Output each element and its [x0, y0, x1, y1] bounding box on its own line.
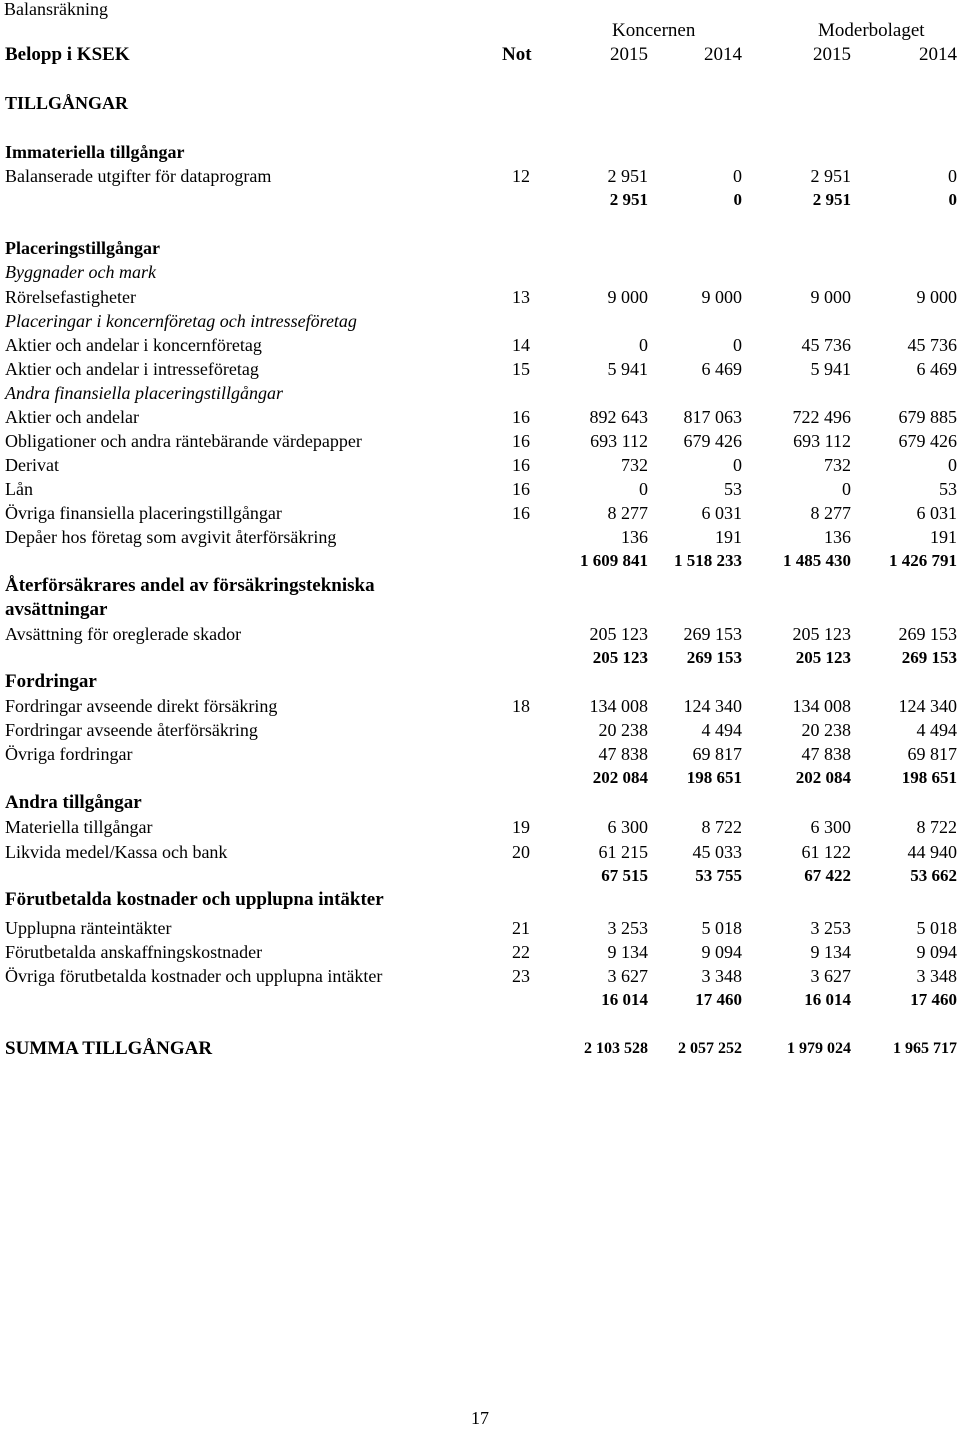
- koncern-2014-value: 679 426: [683, 431, 742, 451]
- row-note: 16: [512, 479, 530, 499]
- row-note: 22: [512, 942, 530, 962]
- row-note: 19: [512, 817, 530, 837]
- amount-unit-label: Belopp i KSEK: [5, 44, 130, 65]
- moder-2014-value: 9 094: [916, 942, 957, 962]
- moder-2014-value: 53: [939, 479, 957, 499]
- row-label: Materiella tillgångar: [5, 817, 153, 837]
- koncern-2014-value: 45 033: [692, 842, 742, 862]
- koncern-2015-value: 205 123: [589, 624, 648, 644]
- koncern-2015-value: 2 951: [609, 190, 648, 209]
- koncern-2014-value: 191: [715, 527, 742, 547]
- koncern-2015-value: 2 103 528: [584, 1040, 648, 1057]
- koncern-2015-value: 5 941: [607, 359, 648, 379]
- table-row: [0, 718, 960, 742]
- row-label: Förutbetalda kostnader och upplupna intäkter: [5, 889, 384, 910]
- moder-2014-value: 69 817: [907, 744, 957, 764]
- row-note: 13: [512, 287, 530, 307]
- table-row: [0, 477, 960, 501]
- row-note: 14: [512, 335, 530, 355]
- koncern-2015-value: 6 300: [607, 817, 648, 837]
- koncern-2014-value: 0: [733, 455, 742, 475]
- koncern-2015-value: 16 014: [601, 990, 648, 1009]
- koncern-2014-value: 3 348: [701, 966, 742, 986]
- moder-2015-value: 47 838: [801, 744, 851, 764]
- row-label: Fordringar: [5, 671, 97, 692]
- table-row: [0, 742, 960, 766]
- moder-2014-value: 45 736: [907, 335, 957, 355]
- subtotal-row: [0, 549, 960, 573]
- koncern-2014-value: 69 817: [692, 744, 742, 764]
- moder-2014-value: 8 722: [916, 817, 957, 837]
- moder-2015-value: 205 123: [792, 624, 851, 644]
- moder-2014-value: 9 000: [916, 287, 957, 307]
- row-label: Övriga fordringar: [5, 744, 133, 764]
- koncern-2015-value: 47 838: [598, 744, 648, 764]
- koncern-2015-value: 9 000: [607, 287, 648, 307]
- row-label: Placeringstillgångar: [5, 238, 160, 258]
- moder-2015-value: 9 134: [810, 942, 851, 962]
- moder-2014-value: 44 940: [907, 842, 957, 862]
- row-note: 12: [512, 166, 530, 186]
- row-label: Avsättning för oreglerade skador: [5, 624, 242, 644]
- koncern-2014-value: 817 063: [683, 407, 742, 427]
- table-row: [0, 405, 960, 429]
- moder-2014-value: 191: [930, 527, 957, 547]
- row-note: 16: [512, 503, 530, 523]
- moder-2015-value: 136: [824, 527, 851, 547]
- moder-2014-value: 53 662: [910, 866, 957, 885]
- moder-2015-value: 722 496: [792, 407, 851, 427]
- row-label: Rörelsefastigheter: [5, 287, 136, 307]
- section-heading-row: [0, 260, 960, 284]
- group-header-moderbolaget: Moderbolaget: [818, 20, 925, 41]
- row-label: Återförsäkrares andel av försäkringstekniska: [5, 575, 375, 596]
- section-heading-row: [0, 598, 960, 622]
- koncern-2015-value: 3 627: [607, 966, 648, 986]
- subtotal-row: [0, 988, 960, 1012]
- year-header-moder-2015: 2015: [813, 44, 851, 65]
- table-row: [0, 453, 960, 477]
- koncern-2014-value: 9 094: [701, 942, 742, 962]
- koncern-2014-value: 53: [724, 479, 742, 499]
- moder-2014-value: 6 031: [916, 503, 957, 523]
- koncern-2014-value: 8 722: [701, 817, 742, 837]
- moder-2015-value: 1 485 430: [783, 551, 851, 570]
- moder-2015-value: 2 951: [810, 166, 851, 186]
- koncern-2015-value: 8 277: [607, 503, 648, 523]
- koncern-2015-value: 3 253: [607, 918, 648, 938]
- moder-2014-value: 4 494: [916, 720, 957, 740]
- row-note: 20: [512, 842, 530, 862]
- subtotal-row: [0, 864, 960, 888]
- page-number: 17: [471, 1408, 489, 1428]
- row-label: Andra finansiella placeringstillgångar: [5, 383, 283, 403]
- row-label: Lån: [5, 479, 33, 499]
- row-label: Immateriella tillgångar: [5, 142, 185, 162]
- koncern-2014-value: 2 057 252: [678, 1040, 742, 1057]
- koncern-2015-value: 67 515: [601, 866, 648, 885]
- koncern-2015-value: 20 238: [598, 720, 648, 740]
- grand-total-row: [0, 1037, 960, 1061]
- moder-2015-value: 6 300: [810, 817, 851, 837]
- year-header-moder-2014: 2014: [919, 44, 957, 65]
- moder-2015-value: 732: [824, 455, 851, 475]
- row-label: Övriga förutbetalda kostnader och upplupna intäkter: [5, 966, 383, 986]
- moder-2014-value: 3 348: [916, 966, 957, 986]
- row-note: 16: [512, 407, 530, 427]
- koncern-2014-value: 0: [733, 190, 742, 209]
- subtotal-row: [0, 646, 960, 670]
- koncern-2014-value: 0: [733, 166, 742, 186]
- koncern-2014-value: 269 153: [683, 624, 742, 644]
- subtotal-row: [0, 766, 960, 790]
- table-row: [0, 815, 960, 839]
- table-row: [0, 622, 960, 646]
- moder-2014-value: 1 426 791: [889, 551, 957, 570]
- koncern-2014-value: 9 000: [701, 287, 742, 307]
- row-label: TILLGÅNGAR: [5, 93, 129, 113]
- moder-2015-value: 205 123: [795, 648, 851, 667]
- row-label: Fordringar avseende direkt försäkring: [5, 696, 278, 716]
- moder-2014-value: 0: [948, 190, 957, 209]
- moder-2015-value: 693 112: [793, 431, 851, 451]
- moder-2015-value: 67 422: [804, 866, 851, 885]
- moder-2015-value: 1 979 024: [787, 1040, 851, 1057]
- koncern-2015-value: 202 084: [592, 768, 648, 787]
- row-note: 21: [512, 918, 530, 938]
- koncern-2014-value: 198 651: [686, 768, 742, 787]
- row-label: Likvida medel/Kassa och bank: [5, 842, 228, 862]
- table-row: [0, 916, 960, 940]
- moder-2014-value: 679 885: [898, 407, 957, 427]
- year-header-koncern-2015: 2015: [610, 44, 648, 65]
- section-heading-row: [0, 309, 960, 333]
- table-row: [0, 501, 960, 525]
- document-title: Balansräkning: [4, 0, 108, 19]
- koncern-2015-value: 136: [621, 527, 648, 547]
- moder-2014-value: 198 651: [901, 768, 957, 787]
- moder-2014-value: 0: [948, 166, 957, 186]
- moder-2015-value: 134 008: [792, 696, 851, 716]
- moder-2014-value: 1 965 717: [893, 1040, 957, 1057]
- section-heading-row: [0, 670, 960, 694]
- moder-2014-value: 0: [948, 455, 957, 475]
- section-heading-row: [0, 381, 960, 405]
- table-row: [0, 525, 960, 549]
- moder-2014-value: 269 153: [898, 624, 957, 644]
- koncern-2014-value: 53 755: [695, 866, 742, 885]
- koncern-2014-value: 6 031: [701, 503, 742, 523]
- row-note: 16: [512, 455, 530, 475]
- moder-2015-value: 9 000: [810, 287, 851, 307]
- row-note: 15: [512, 359, 530, 379]
- row-note: 23: [512, 966, 530, 986]
- row-note: 18: [512, 696, 530, 716]
- moder-2015-value: 202 084: [795, 768, 851, 787]
- section-heading-row: [0, 140, 960, 164]
- row-label: Aktier och andelar i intresseföretag: [5, 359, 259, 379]
- koncern-2014-value: 4 494: [701, 720, 742, 740]
- row-label: Fordringar avseende återförsäkring: [5, 720, 258, 740]
- section-heading-row: [0, 888, 960, 912]
- moder-2015-value: 2 951: [812, 190, 851, 209]
- row-label: Obligationer och andra räntebärande värdepapper: [5, 431, 362, 451]
- moder-2015-value: 45 736: [801, 335, 851, 355]
- koncern-2015-value: 205 123: [592, 648, 648, 667]
- table-row: [0, 357, 960, 381]
- row-label: Balanserade utgifter för dataprogram: [5, 166, 272, 186]
- koncern-2014-value: 1 518 233: [674, 551, 742, 570]
- koncern-2015-value: 0: [639, 479, 648, 499]
- table-row: [0, 840, 960, 864]
- koncern-2015-value: 61 215: [598, 842, 648, 862]
- koncern-2015-value: 134 008: [589, 696, 648, 716]
- row-label: Derivat: [5, 455, 59, 475]
- section-heading-row: [0, 91, 960, 115]
- table-row: [0, 694, 960, 718]
- koncern-2014-value: 6 469: [701, 359, 742, 379]
- group-header-koncernen: Koncernen: [612, 20, 696, 41]
- section-heading-row: [0, 574, 960, 598]
- koncern-2015-value: 2 951: [607, 166, 648, 186]
- koncern-2015-value: 1 609 841: [580, 551, 648, 570]
- moder-2014-value: 5 018: [916, 918, 957, 938]
- row-label: Upplupna ränteintäkter: [5, 918, 172, 938]
- koncern-2014-value: 0: [733, 335, 742, 355]
- moder-2014-value: 269 153: [901, 648, 957, 667]
- koncern-2015-value: 693 112: [590, 431, 648, 451]
- row-label: avsättningar: [5, 599, 108, 620]
- moder-2014-value: 124 340: [898, 696, 957, 716]
- row-note: 16: [512, 431, 530, 451]
- koncern-2015-value: 732: [621, 455, 648, 475]
- koncern-2015-value: 9 134: [607, 942, 648, 962]
- moder-2014-value: 6 469: [916, 359, 957, 379]
- koncern-2015-value: 892 643: [589, 407, 648, 427]
- koncern-2014-value: 5 018: [701, 918, 742, 938]
- table-row: [0, 964, 960, 988]
- row-label: Depåer hos företag som avgivit återförsäkring: [5, 527, 337, 547]
- moder-2015-value: 61 122: [801, 842, 851, 862]
- row-label: Aktier och andelar i koncernföretag: [5, 335, 262, 355]
- section-heading-row: [0, 236, 960, 260]
- table-row: [0, 333, 960, 357]
- table-row: [0, 429, 960, 453]
- row-label: Placeringar i koncernföretag och intresseföretag: [5, 311, 357, 331]
- row-label: Övriga finansiella placeringstillgångar: [5, 503, 282, 523]
- moder-2015-value: 3 627: [810, 966, 851, 986]
- koncern-2014-value: 269 153: [686, 648, 742, 667]
- moder-2015-value: 5 941: [810, 359, 851, 379]
- koncern-2014-value: 124 340: [683, 696, 742, 716]
- row-label: Andra tillgångar: [5, 792, 142, 813]
- koncern-2015-value: 0: [639, 335, 648, 355]
- koncern-2014-value: 17 460: [695, 990, 742, 1009]
- moder-2014-value: 679 426: [898, 431, 957, 451]
- moder-2015-value: 16 014: [804, 990, 851, 1009]
- table-row: [0, 285, 960, 309]
- subtotal-row: [0, 188, 960, 212]
- moder-2015-value: 20 238: [801, 720, 851, 740]
- table-row: [0, 164, 960, 188]
- section-heading-row: [0, 791, 960, 815]
- note-column-header: Not: [502, 44, 532, 65]
- row-label: Aktier och andelar: [5, 407, 139, 427]
- moder-2015-value: 3 253: [810, 918, 851, 938]
- row-label: Byggnader och mark: [5, 262, 156, 282]
- row-label: Förutbetalda anskaffningskostnader: [5, 942, 263, 962]
- moder-2015-value: 8 277: [810, 503, 851, 523]
- moder-2015-value: 0: [842, 479, 851, 499]
- table-row: [0, 940, 960, 964]
- row-label: SUMMA TILLGÅNGAR: [5, 1038, 213, 1059]
- year-header-koncern-2014: 2014: [704, 44, 742, 65]
- moder-2014-value: 17 460: [910, 990, 957, 1009]
